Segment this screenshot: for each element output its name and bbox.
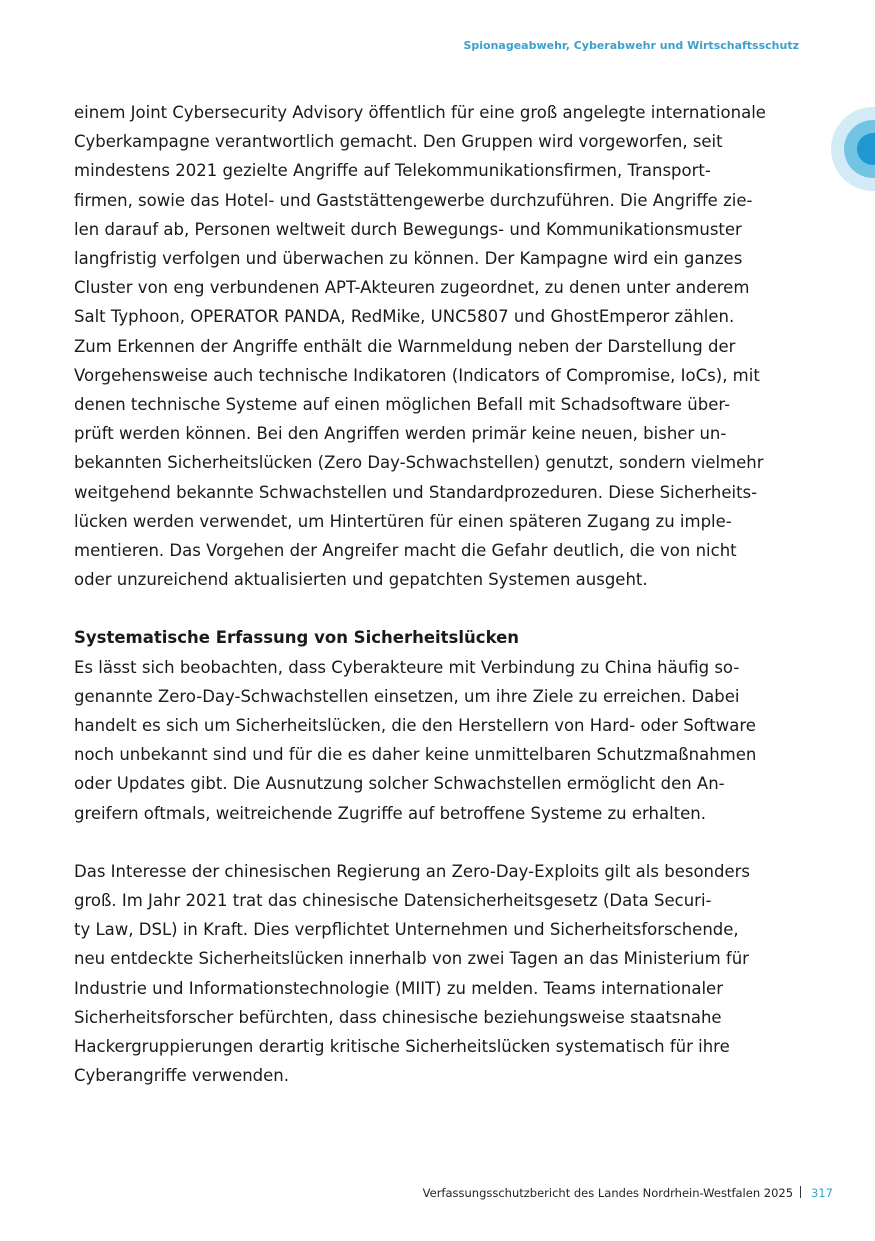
text-line: firmen, sowie das Hotel- und Gaststättengewerbe durchzuführen. Die Angriffe zie- [74, 190, 753, 210]
text-line: Industrie und Informationstechnologie (MIIT) zu melden. Teams internationaler [74, 978, 723, 998]
text-line: einem Joint Cybersecurity Advisory öffentlich für eine groß angelegte internationale [74, 103, 766, 122]
decorative-circles [831, 107, 875, 191]
text-line: oder unzureichend aktualisierten und gepatchten Systemen ausgeht. [74, 570, 648, 590]
text-line: bekannten Sicherheitslücken (Zero Day-Schwachstellen) genutzt, sondern vielmehr [74, 453, 764, 473]
footer-divider [800, 1186, 801, 1198]
text-line: len darauf ab, Personen weltweit durch Bewegungs- und Kommunikationsmuster [74, 219, 742, 239]
text-line: Es lässt sich beobachten, dass Cyberakteure mit Verbindung zu China häufig so- [74, 657, 740, 677]
text-line: Salt Typhoon, OPERATOR PANDA, RedMike, UNC5807 und GhostEmperor zählen. [74, 307, 735, 327]
text-line: oder Updates gibt. Die Ausnutzung solcher Schwachstellen ermöglicht den An- [74, 774, 725, 794]
text-line: Zum Erkennen der Angriffe enthält die Warnmeldung neben der Darstellung der [74, 336, 736, 356]
running-header: Spionageabwehr, Cyberabwehr und Wirtschaftsschutz [463, 39, 799, 52]
text-line: groß. Im Jahr 2021 trat das chinesische Datensicherheitsgesetz (Data Securi- [74, 891, 712, 911]
text-line: mentieren. Das Vorgehen der Angreifer macht die Gefahr deutlich, die von nicht [74, 541, 737, 561]
paragraph-1 [74, 98, 814, 594]
page-number: 317 [811, 1186, 833, 1200]
text-line: lücken werden verwendet, um Hintertüren für einen späteren Zugang zu imple- [74, 511, 732, 531]
text-line: Vorgehensweise auch technische Indikatoren (Indicators of Compromise, IoCs), mit [74, 365, 760, 385]
text-line: genannte Zero-Day-Schwachstellen einsetzen, um ihre Ziele zu erreichen. Dabei [74, 686, 740, 706]
text-line: Das Interesse der chinesischen Regierung an Zero-Day-Exploits gilt als besonders [74, 861, 751, 881]
text-line: mindestens 2021 gezielte Angriffe auf Telekommunikationsfirmen, Transport- [74, 161, 711, 181]
text-line: Hackergruppierungen derartig kritische Sicherheitslücken systematisch für ihre [74, 1037, 730, 1057]
text-line: ty Law, DSL) in Kraft. Dies verpflichtet Unternehmen und Sicherheitsforschende, [74, 920, 739, 940]
text-line: weitgehend bekannte Schwachstellen und Standardprozeduren. Diese Sicherheits- [74, 482, 758, 502]
paragraph-spacer [74, 828, 814, 857]
paragraph-3 [74, 857, 814, 1091]
text-line: Sicherheitsforscher befürchten, dass chinesische beziehungsweise staatsnahe [74, 1007, 722, 1027]
text-line: Cluster von eng verbundenen APT-Akteuren zugeordnet, zu denen unter anderem [74, 278, 750, 298]
text-line: Cyberkampagne verantwortlich gemacht. Den Gruppen wird vorgeworfen, seit [74, 132, 723, 152]
text-line: denen technische Systeme auf einen möglichen Befall mit Schadsoftware über- [74, 395, 731, 415]
page-footer [423, 1186, 833, 1200]
text-line: prüft werden können. Bei den Angriffen werden primär keine neuen, bisher un- [74, 424, 727, 444]
text-line: greifern oftmals, weitreichende Zugriffe auf betroffene Systeme zu erhalten. [74, 803, 706, 823]
section-heading: Systematische Erfassung von Sicherheitslücken [74, 628, 520, 648]
body-text [74, 98, 814, 1091]
text-line: Cyberangriffe verwenden. [74, 1066, 289, 1086]
text-line: neu entdeckte Sicherheitslücken innerhalb von zwei Tagen an das Ministerium für [74, 949, 749, 969]
text-line: noch unbekannt sind und für die es daher keine unmittelbaren Schutzmaßnahmen [74, 745, 757, 765]
text-line: handelt es sich um Sicherheitslücken, die den Herstellern von Hard- oder Software [74, 716, 756, 736]
paragraph-2 [74, 653, 814, 828]
text-line: langfristig verfolgen und überwachen zu können. Der Kampagne wird ein ganzes [74, 249, 743, 269]
footer-publication: Verfassungsschutzbericht des Landes Nordrhein-Westfalen 2025 [422, 1186, 794, 1200]
